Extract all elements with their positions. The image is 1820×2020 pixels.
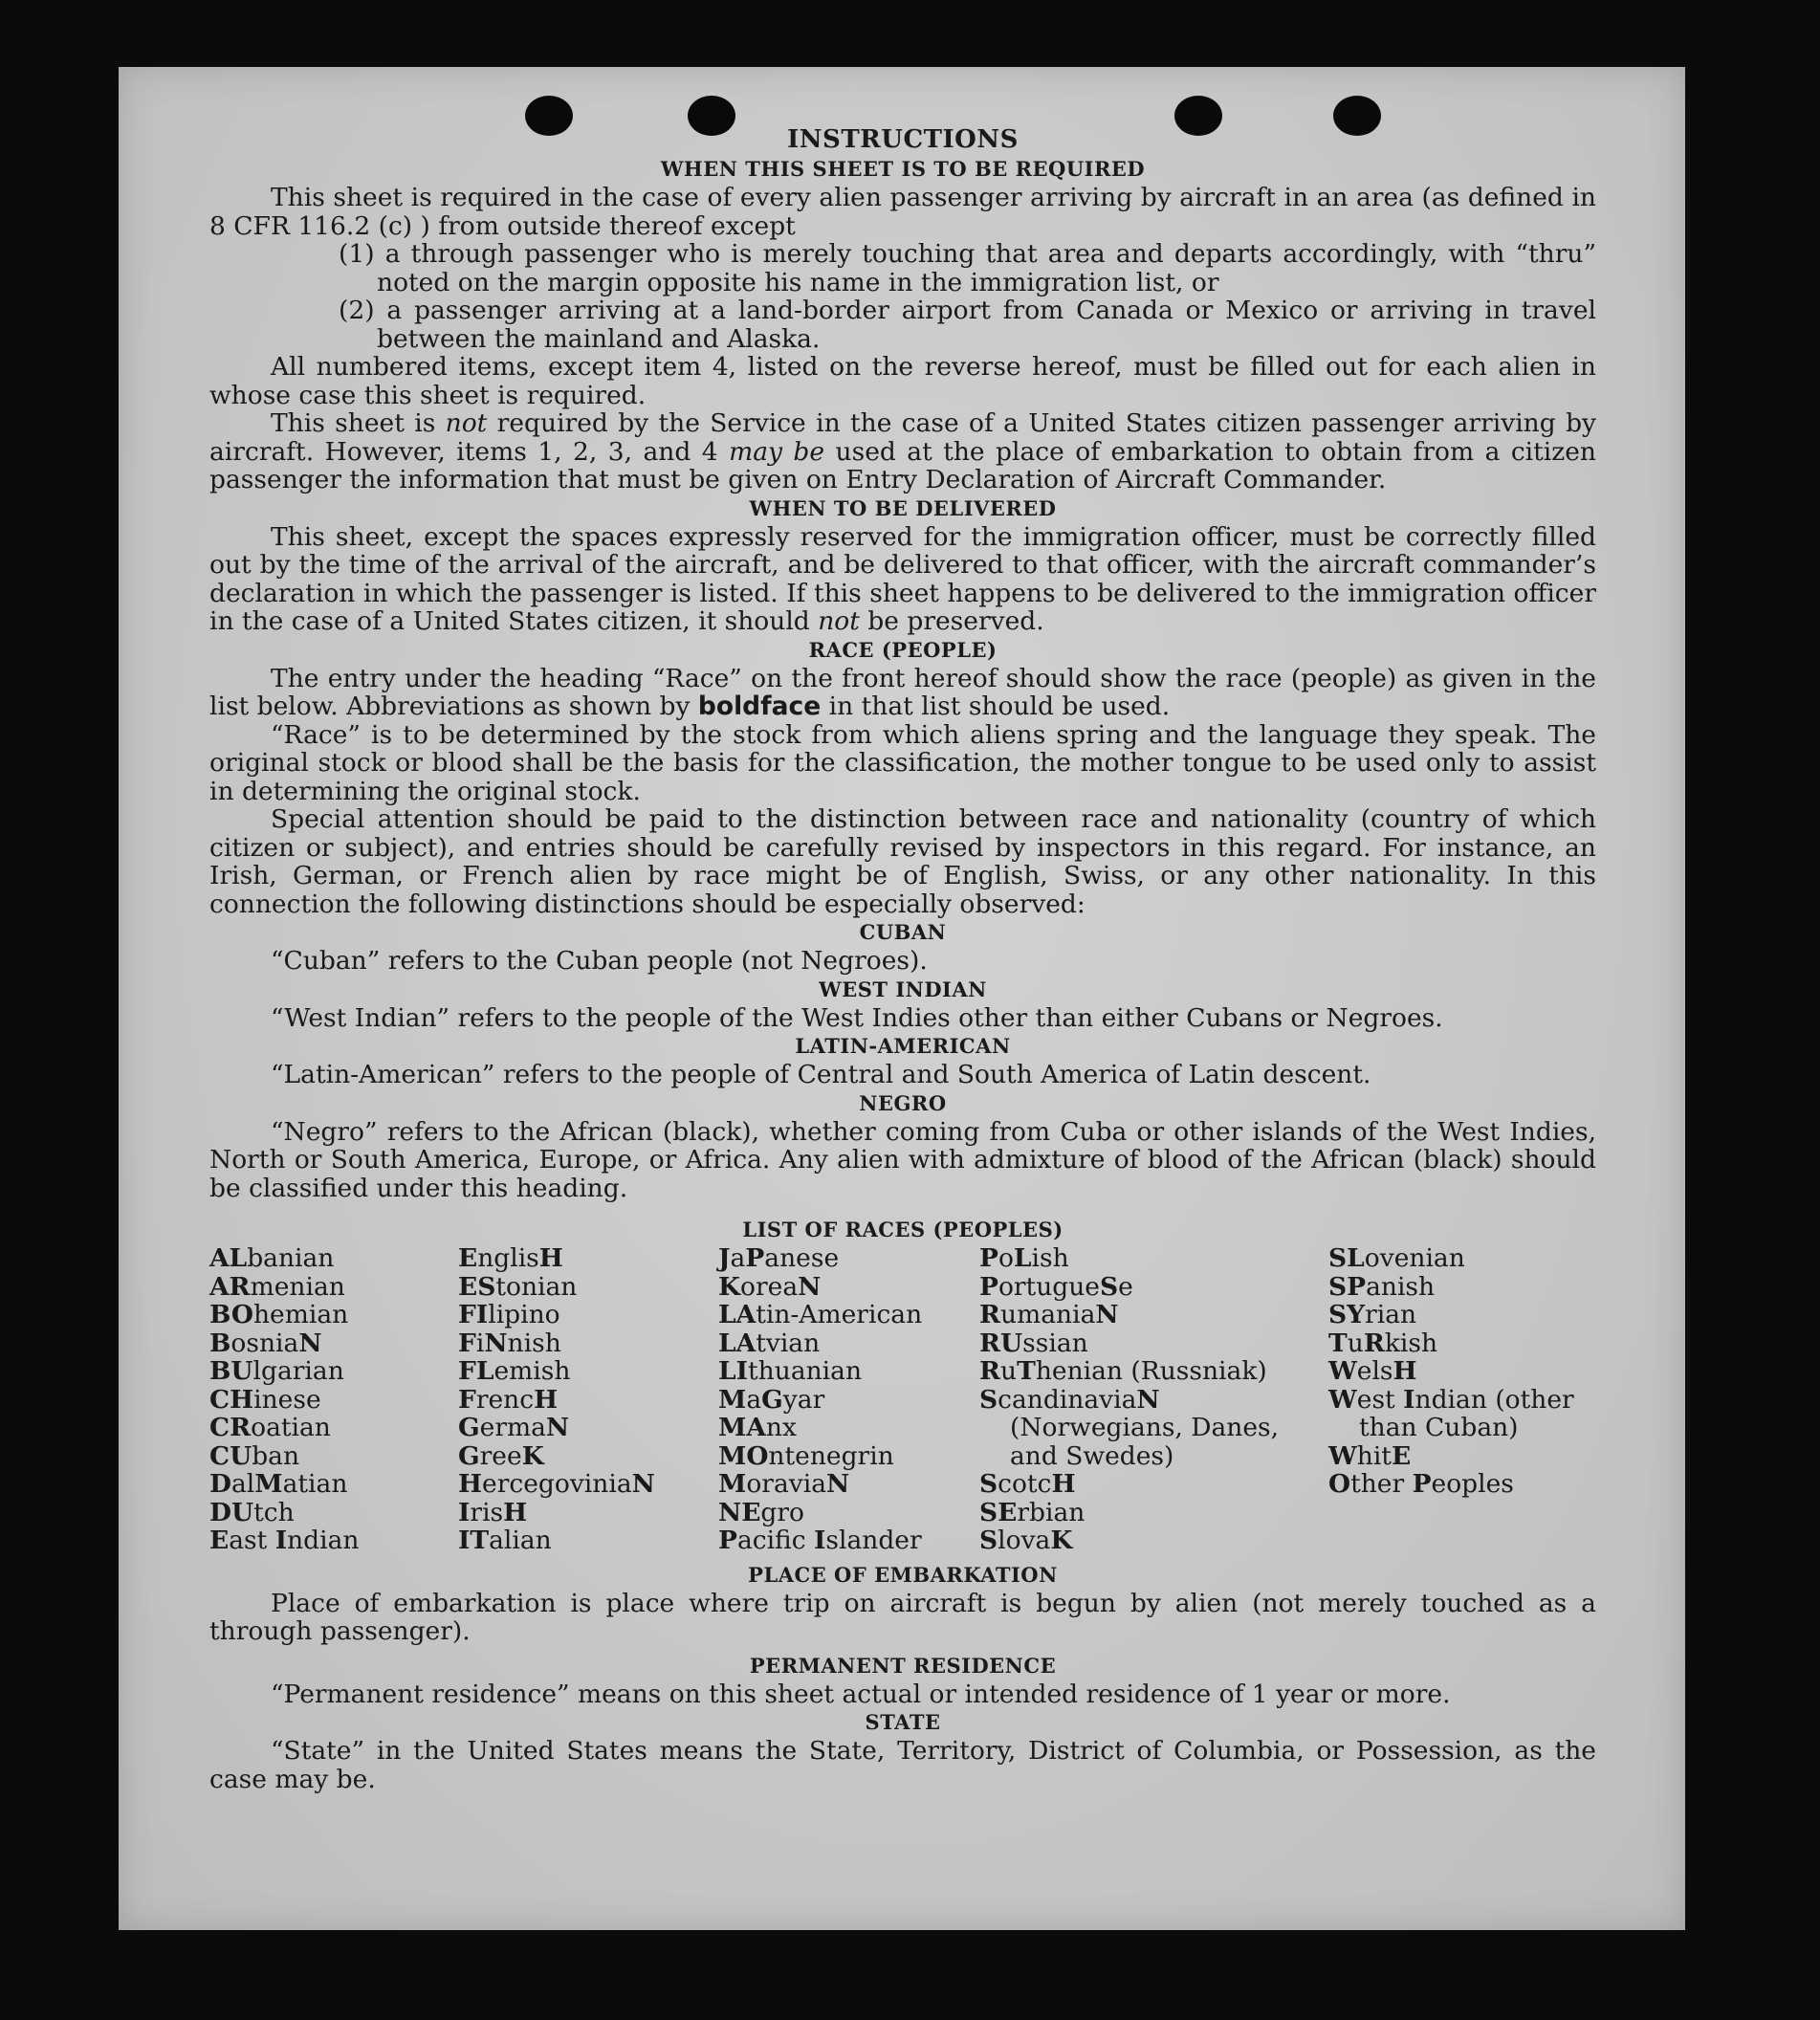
- race-item: ALbanian: [209, 1243, 335, 1273]
- paragraph: The entry under the heading “Race” on the front hereof should show the race (people) as given in the list below. Abbreviations as shown by boldface in that list should be used.: [209, 663, 1596, 721]
- race-item: FIlipino: [458, 1300, 560, 1329]
- race-item: WhitE: [1328, 1440, 1412, 1471]
- race-item: PortugueSe: [979, 1271, 1133, 1302]
- paragraph: “Cuban” refers to the Cuban people (not Negroes).: [271, 946, 928, 976]
- race-item: KoreaN: [718, 1271, 822, 1302]
- heading-latin-american: LATIN-AMERICAN: [795, 1034, 1011, 1058]
- race-item: WelsH: [1328, 1356, 1417, 1386]
- race-item: ScotcH: [979, 1469, 1076, 1499]
- race-item: BosniaN: [209, 1328, 322, 1358]
- race-item: NEgro: [718, 1497, 805, 1527]
- race-item: GreeK: [458, 1440, 544, 1471]
- race-item: DalMatian: [209, 1469, 348, 1499]
- paragraph: All numbered items, except item 4, listed on the reverse hereof, must be filled out for each alien in whose case this sheet is required.: [209, 352, 1596, 410]
- race-item: HercegoviniaN: [458, 1469, 655, 1499]
- race-column: [209, 1244, 458, 1555]
- race-item: MAnx: [718, 1413, 797, 1442]
- race-item: CHinese: [209, 1384, 321, 1415]
- race-item: SLovenian: [1328, 1243, 1465, 1273]
- paragraph: “Negro” refers to the African (black), whether coming from Cuba or other islands of the West Indies, North or South America, Europe, or Africa. Any alien with admixture of blood of the African (black) should be classified under this heading.: [209, 1116, 1596, 1203]
- race-column: [718, 1244, 979, 1555]
- heading-when-delivered: WHEN TO BE DELIVERED: [749, 495, 1057, 520]
- race-item: ARmenian: [209, 1271, 345, 1302]
- race-item: West Indian (other than Cuban): [1328, 1384, 1574, 1442]
- paragraph: This sheet is not required by the Service in the case of a United States citizen passenger arriving by aircraft. However, items 1, 2, 3, and 4 may be used at the place of embarkation to obtain from a citizen passenger the information that must be given on Entry Declaration of Aircraft Commander.: [209, 408, 1597, 494]
- document-sheet: [119, 67, 1685, 1930]
- race-item: DUtch: [209, 1497, 295, 1527]
- race-item: EnglisH: [458, 1243, 563, 1273]
- paragraph: “State” in the United States means the State, Territory, District of Columbia, or Possession, as the case may be.: [209, 1736, 1596, 1794]
- paragraph: This sheet, except the spaces expressly reserved for the immigration officer, must be correctly filled out by the time of the arrival of the aircraft, and be delivered to that officer, with the aircraft commander’s declaration in which the passenger is listed. If this sheet happens to be delivered to the immigration officer in the case of a United States citizen, it should not be preserved.: [209, 521, 1596, 636]
- race-item: CRoatian: [209, 1413, 331, 1442]
- race-item: MoraviaN: [718, 1469, 850, 1499]
- paragraph: “West Indian” refers to the people of the West Indies other than either Cubans or Negroes.: [271, 1002, 1443, 1033]
- race-item: ScandinaviaN (Norwegians, Danes, and Swedes): [979, 1384, 1280, 1471]
- race-item: SPanish: [1328, 1271, 1436, 1302]
- heading-when-required: WHEN THIS SHEET IS TO BE REQUIRED: [660, 157, 1146, 181]
- heading-cuban: CUBAN: [859, 920, 947, 944]
- instructions-body: [209, 124, 1596, 1793]
- paragraph: This sheet is required in the case of every alien passenger arriving by aircraft in an area (as defined in 8 CFR 116.2 (c) ) from outside thereof except: [209, 183, 1596, 241]
- race-item: LAtvian: [718, 1328, 821, 1358]
- race-item: RUssian: [979, 1328, 1088, 1358]
- race-item: IrisH: [458, 1497, 528, 1527]
- race-column: [979, 1244, 1328, 1555]
- heading-place-of-embarkation: PLACE OF EMBARKATION: [748, 1562, 1058, 1587]
- race-item: Other Peoples: [1328, 1469, 1514, 1499]
- race-item: BOhemian: [209, 1300, 349, 1329]
- heading-state: STATE: [865, 1710, 941, 1734]
- race-item: ITalian: [458, 1526, 552, 1555]
- race-item: PoLish: [979, 1243, 1069, 1273]
- paragraph: “Latin-American” refers to the people of Central and South America of Latin descent.: [271, 1060, 1371, 1089]
- race-item: Pacific Islander: [718, 1526, 922, 1555]
- race-item: JaPanese: [718, 1243, 840, 1273]
- race-item: LIthuanian: [718, 1356, 863, 1386]
- heading-permanent-residence: PERMANENT RESIDENCE: [749, 1653, 1057, 1678]
- race-item: GermaN: [458, 1413, 570, 1442]
- race-item: BUlgarian: [209, 1356, 344, 1386]
- race-item: FLemish: [458, 1356, 571, 1386]
- race-item: MOntenegrin: [718, 1440, 894, 1471]
- race-item: TuRkish: [1328, 1328, 1438, 1358]
- heading-west-indian: WEST INDIAN: [819, 977, 987, 1001]
- race-item: RuThenian (Russniak): [979, 1356, 1267, 1386]
- heading-list-of-races: LIST OF RACES (PEOPLES): [742, 1218, 1063, 1241]
- paragraph: Place of embarkation is place where trip on aircraft is begun by alien (not merely touched as a through passenger).: [209, 1588, 1596, 1646]
- race-item: SYrian: [1328, 1300, 1417, 1329]
- race-item: CUban: [209, 1440, 300, 1471]
- heading-negro: NEGRO: [859, 1090, 947, 1115]
- paragraph: “Permanent residence” means on this sheet actual or intended residence of 1 year or more.: [271, 1679, 1451, 1709]
- page-title: INSTRUCTIONS: [787, 125, 1019, 154]
- paragraph: Special attention should be paid to the distinction between race and nationality (country of which citizen or subject), and entries should be carefully revised by inspectors in this regard. For instance, an Irish, German, or French alien by race might be of English, Swiss, or any other nationality. In this connection the following distinctions should be especially observed:: [209, 804, 1596, 919]
- paragraph: “Race” is to be determined by the stock from which aliens spring and the language they speak. The original stock or blood shall be the basis for the classification, the mother tongue to be used only to assist in determining the original stock.: [209, 719, 1596, 806]
- race-item: FrencH: [458, 1384, 559, 1415]
- race-item: EStonian: [458, 1271, 578, 1302]
- race-item: RumaniaN: [979, 1300, 1119, 1329]
- race-item: East Indian: [209, 1526, 360, 1555]
- race-item: SlovaK: [979, 1526, 1073, 1555]
- list-item: (2) a passenger arriving at a land-border airport from Canada or Mexico or arriving in travel between the mainland and Alaska.: [339, 296, 1596, 354]
- race-column: [458, 1244, 718, 1555]
- heading-race: RACE (PEOPLE): [808, 637, 998, 662]
- race-item: MaGyar: [718, 1384, 825, 1415]
- list-item: (1) a through passenger who is merely touching that area and departs accordingly, with “thru” noted on the margin opposite his name in the immigration list, or: [339, 239, 1596, 297]
- race-list: [209, 1244, 1596, 1555]
- race-item: SErbian: [979, 1497, 1085, 1527]
- race-item: FiNnish: [458, 1328, 561, 1358]
- race-column: [1328, 1244, 1596, 1555]
- race-item: LAtin-American: [718, 1300, 923, 1329]
